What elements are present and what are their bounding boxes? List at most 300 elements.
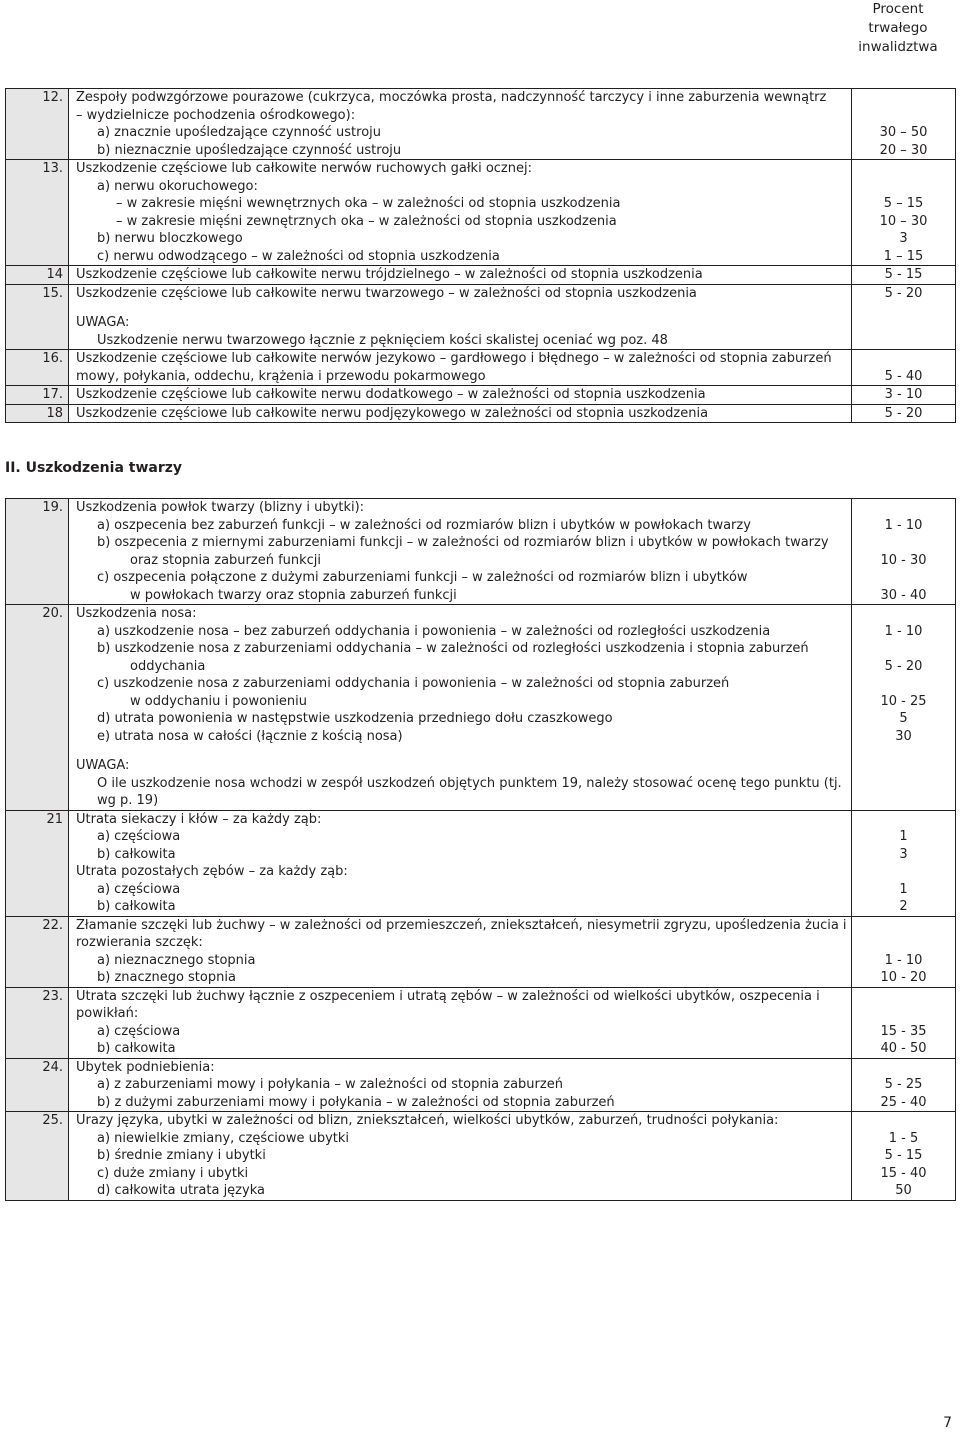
item-description [69,587,852,605]
item-number [6,1147,69,1165]
item-description [69,1094,852,1112]
table-row [6,640,956,658]
item-description [69,757,852,775]
item-description [69,693,852,711]
item-number [6,710,69,728]
disability-percent: 5 - 15 [852,1147,956,1165]
disability-percent: 50 [852,1182,956,1200]
disability-percent [852,314,956,332]
description-line: c) uszkodzenie nosa z zaburzeniami oddychania i powonienia – w zależności od stopnia zaburzeń [97,676,730,691]
disability-percent [852,89,956,107]
item-description [69,810,852,828]
item-number: 14 [6,266,69,285]
table-row [6,569,956,587]
disability-percent: 10 - 20 [852,969,956,987]
disability-percent: 1 - 10 [852,517,956,535]
item-number [6,623,69,641]
table-row [6,124,956,142]
section-title: II. Uszkodzenia twarzy [5,460,183,476]
table-row [6,534,956,552]
table-row [6,350,956,368]
table-row [6,248,956,266]
table-row [6,1058,956,1076]
table-row [6,745,956,757]
description-line: d) utrata powonienia w następstwie uszkodzenia przedniego dołu czaszkowego [97,711,613,726]
disability-percent [852,675,956,693]
item-description [69,792,852,810]
item-number [6,569,69,587]
table-row [6,969,956,987]
item-number [6,142,69,160]
item-description [69,124,852,142]
item-number [6,863,69,881]
description-line: a) nieznacznego stopnia [97,952,256,968]
item-number [6,248,69,266]
table-row [6,863,956,881]
disability-percent: 10 - 25 [852,693,956,711]
disability-percent: 5 - 40 [852,368,956,386]
disability-percent: 5 – 15 [852,195,956,213]
table-row [6,587,956,605]
table-row [6,792,956,810]
description-line: b) znacznego stopnia [97,970,236,985]
table-row [6,846,956,864]
table-row [6,302,956,314]
description-line: a) uszkodzenie nosa – bez zaburzeń oddychania i powonienia – w zależności od rozległości uszkodzenia [97,623,771,639]
table-row [6,284,956,302]
disability-percent: 30 - 40 [852,587,956,605]
disability-percent: 2 [852,898,956,916]
table-row [6,332,956,350]
item-description [69,368,852,386]
description-line: b) całkowita [97,899,176,914]
description-line: mowy, połykania, oddechu, krążenia i przewodu pokarmowego [76,368,486,384]
description-line: c) duże zmiany i ubytki [97,1165,249,1181]
table-row [6,230,956,248]
item-description [69,846,852,864]
description-line: oraz stopnia zaburzeń funkcji [130,552,322,568]
item-number [6,792,69,810]
item-number [6,1023,69,1041]
disability-percent: 1 - 5 [852,1130,956,1148]
item-number: 12. [6,89,69,107]
spacer [76,745,847,757]
item-description [69,863,852,881]
disability-percent: 5 - 15 [852,266,956,285]
item-description [69,302,852,314]
item-description [69,1165,852,1183]
table-row [6,552,956,570]
description-line: rozwierania szczęk: [76,935,203,950]
spacer [76,302,847,314]
table-row [6,1094,956,1112]
item-description [69,745,852,757]
description-line: b) nerwu bloczkowego [97,231,243,246]
disability-percent [852,499,956,517]
description-line: Uszkodzenia nosa: [76,606,197,621]
table-row [6,213,956,231]
description-line: w oddychaniu i powonieniu [130,693,307,709]
description-line: w powłokach twarzy oraz stopnia zaburzeń funkcji [130,587,457,603]
item-number: 16. [6,350,69,368]
description-line: a) znacznie upośledzające czynność ustroju [97,125,382,140]
table-row [6,314,956,332]
item-description [69,517,852,535]
description-line: Uszkodzenie częściowe lub całkowite nerwu podjęzykowego w zależności od stopnia uszkodzenia [76,405,709,421]
description-line: – w zakresie mięśni wewnętrznych oka – w zależności od stopnia uszkodzenia [116,196,621,211]
disability-percent [852,302,956,314]
disability-percent [852,605,956,623]
description-line: a) z zaburzeniami mowy i połykania – w zależności od stopnia zaburzeń [97,1077,563,1092]
description-line: c) nerwu odwodzącego – w zależności od stopnia uszkodzenia [97,248,500,264]
table-row [6,386,956,405]
item-description [69,1058,852,1076]
item-description [69,987,852,1005]
description-line: b) średnie zmiany i ubytki [97,1148,266,1163]
item-number: 20. [6,605,69,623]
table-row [6,404,956,423]
disability-percent [852,987,956,1005]
description-line: O ile uszkodzenie nosa wchodzi w zespół uszkodzeń objętych punktem 19, należy stosować ocenę tego punktu (tj. [97,775,842,791]
item-description [69,404,852,423]
item-description [69,1005,852,1023]
item-description [69,881,852,899]
description-line: a) częściowa [97,829,181,844]
disability-percent: 5 [852,710,956,728]
description-line: d) całkowita utrata języka [97,1183,265,1198]
item-number [6,302,69,314]
disability-percent [852,534,956,552]
disability-percent: 10 - 30 [852,552,956,570]
item-description [69,178,852,196]
disability-percent: 30 – 50 [852,124,956,142]
description-line: powikłań: [76,1006,139,1021]
header-line-3: inwalidztwa [858,39,938,55]
item-number: 25. [6,1112,69,1130]
item-description [69,1076,852,1094]
description-line: b) oszpecenia z miernymi zaburzeniami funkcji – w zależności od rozmiarów blizn i ubytków w powłokach twarzy [97,535,829,550]
table-row [6,710,956,728]
item-number [6,728,69,746]
disability-percent [852,934,956,952]
item-description [69,89,852,107]
description-line: UWAGA: [76,758,130,773]
description-line: Utrata szczęki lub żuchwy łącznie z oszpeceniem i utratą zębów – w zależności od wielkości ubytków, oszpecenia i [76,988,820,1004]
disability-percent: 3 [852,230,956,248]
table-row [6,1165,956,1183]
table-row [6,266,956,285]
item-description [69,569,852,587]
item-description [69,248,852,266]
item-number: 18 [6,404,69,423]
item-description [69,1147,852,1165]
table-row [6,1040,956,1058]
item-number: 22. [6,916,69,934]
table-row [6,605,956,623]
item-number [6,828,69,846]
item-description [69,332,852,350]
item-number [6,898,69,916]
item-number: 19. [6,499,69,517]
item-description [69,266,852,285]
description-line: wg p. 19) [97,793,159,808]
description-line: e) utrata nosa w całości (łącznie z kością nosa) [97,728,403,744]
item-description [69,195,852,213]
disability-percent [852,332,956,350]
disability-percent [852,350,956,368]
item-number [6,934,69,952]
item-description [69,728,852,746]
item-number [6,952,69,970]
item-number [6,230,69,248]
description-line: Zespoły podwzgórzowe pourazowe (cukrzyca, moczówka prosta, nadczynność tarczycy i inne zaburzenia wewnątrz [76,90,827,105]
item-description [69,142,852,160]
item-number [6,640,69,658]
item-description [69,1040,852,1058]
table-row [6,160,956,178]
header-line-1: Procent [872,1,924,17]
item-number [6,124,69,142]
table-row [6,952,956,970]
table-face-injuries [5,498,956,1201]
item-number [6,745,69,757]
description-line: Złamanie szczęki lub żuchwy – w zależności od przemieszczeń, zniekształceń, niesymetrii zgryzu, upośledzenia żucia i [76,917,847,933]
item-description [69,952,852,970]
description-line: a) niewielkie zmiany, częściowe ubytki [97,1130,350,1146]
description-line: Uszkodzenie częściowe lub całkowite nerwu dodatkowego – w zależności od stopnia uszkodzenia [76,387,706,402]
disability-percent: 1 [852,881,956,899]
item-number [6,178,69,196]
disability-percent: 1 – 15 [852,248,956,266]
description-line: Utrata siekaczy i kłów – za każdy ząb: [76,811,322,827]
item-number: 21 [6,810,69,828]
description-line: Utrata pozostałych zębów – za każdy ząb: [76,864,348,879]
description-line: a) oszpecenia bez zaburzeń funkcji – w zależności od rozmiarów blizn i ubytków w powłokach twarzy [97,517,751,533]
item-number [6,775,69,793]
item-description [69,350,852,368]
disability-percent [852,569,956,587]
description-line: b) całkowita [97,846,176,862]
description-line: UWAGA: [76,315,130,330]
disability-percent: 1 - 10 [852,623,956,641]
disability-percent: 5 - 25 [852,1076,956,1094]
table-row [6,934,956,952]
disability-percent [852,1005,956,1023]
table-row [6,810,956,828]
table-row [6,881,956,899]
item-number [6,1182,69,1200]
column-header [848,0,948,57]
page-number: 7 [943,1415,952,1431]
item-number: 17. [6,386,69,405]
item-description [69,828,852,846]
disability-percent: 25 - 40 [852,1094,956,1112]
description-line: a) częściowa [97,1023,181,1039]
description-line: Uszkodzenie częściowe lub całkowite nerwów jezykowo – gardłowego i błędnego – w zależności od stopnia zaburzeń [76,351,832,366]
table-row [6,368,956,386]
disability-percent [852,863,956,881]
item-description [69,775,852,793]
item-description [69,1130,852,1148]
description-line: b) uszkodzenie nosa z zaburzeniami oddychania – w zależności od rozległości uszkodzenia i stopnia zaburzeń [97,641,809,656]
table-row [6,1005,956,1023]
table-row [6,898,956,916]
item-number: 13. [6,160,69,178]
disability-percent [852,640,956,658]
item-description [69,160,852,178]
item-description [69,499,852,517]
item-description [69,1112,852,1130]
item-number [6,314,69,332]
description-line: c) oszpecenia połączone z dużymi zaburzeniami funkcji – w zależności od rozmiarów blizn i ubytków [97,570,748,585]
description-line: b) nieznacznie upośledzające czynność ustroju [97,142,402,158]
item-description [69,605,852,623]
item-description [69,552,852,570]
disability-percent: 5 - 20 [852,404,956,423]
disability-percent: 5 - 20 [852,284,956,302]
table-row [6,142,956,160]
table-neurological-injuries [5,88,956,423]
disability-percent: 40 - 50 [852,1040,956,1058]
disability-percent [852,745,956,757]
item-number [6,368,69,386]
disability-percent: 1 - 10 [852,952,956,970]
item-number [6,1005,69,1023]
description-line: Urazy języka, ubytki w zależności od blizn, zniekształceń, wielkości ubytków, zaburzeń, trudności połykania: [76,1113,779,1128]
disability-percent: 1 [852,828,956,846]
table-row [6,1112,956,1130]
header-line-2: trwałego [868,20,928,36]
item-description [69,640,852,658]
description-line: a) częściowa [97,881,181,897]
disability-percent: 3 [852,846,956,864]
table-row [6,499,956,517]
disability-percent [852,775,956,793]
description-line: Uszkodzenie częściowe lub całkowite nerwu trójdzielnego – w zależności od stopnia uszkodzenia [76,267,703,282]
description-line: Uszkodzenie częściowe lub całkowite nerwów ruchowych gałki ocznej: [76,161,532,176]
disability-percent: 10 – 30 [852,213,956,231]
disability-percent: 15 - 40 [852,1165,956,1183]
item-description [69,230,852,248]
item-description [69,1182,852,1200]
table-row [6,517,956,535]
item-number [6,1094,69,1112]
item-number [6,332,69,350]
table-row [6,89,956,107]
disability-percent [852,1058,956,1076]
table-row [6,1076,956,1094]
item-number [6,693,69,711]
description-line: Ubytek podniebienia: [76,1059,215,1075]
item-description [69,675,852,693]
item-description [69,107,852,125]
item-number [6,1130,69,1148]
item-number [6,675,69,693]
description-line: Uszkodzenie nerwu twarzowego łącznie z pęknięciem kości skalistej oceniać wg poz. 48 [97,332,668,348]
table-row [6,1147,956,1165]
disability-percent [852,1112,956,1130]
table-row [6,828,956,846]
item-description [69,386,852,405]
table-row [6,675,956,693]
disability-percent [852,757,956,775]
item-description [69,710,852,728]
table-row [6,775,956,793]
table-row [6,916,956,934]
table-row [6,1130,956,1148]
item-number: 15. [6,284,69,302]
item-description [69,623,852,641]
disability-percent: 20 – 30 [852,142,956,160]
table-row [6,693,956,711]
item-description [69,314,852,332]
item-number [6,969,69,987]
table-row [6,107,956,125]
disability-percent [852,916,956,934]
description-line: a) nerwu okoruchowego: [97,178,258,194]
item-number [6,1040,69,1058]
item-number [6,534,69,552]
description-line: Uszkodzenie częściowe lub całkowite nerwu twarzowego – w zależności od stopnia uszkodzenia [76,285,697,301]
description-line: b) z dużymi zaburzeniami mowy i połykania – w zależności od stopnia zaburzeń [97,1094,615,1110]
table-row [6,178,956,196]
disability-percent [852,160,956,178]
description-line: – w zakresie mięśni zewnętrznych oka – w zależności od stopnia uszkodzenia [116,213,617,229]
item-number [6,846,69,864]
table-row [6,658,956,676]
item-number [6,587,69,605]
item-number [6,195,69,213]
item-description [69,934,852,952]
item-number: 24. [6,1058,69,1076]
disability-percent: 5 - 20 [852,658,956,676]
disability-percent [852,178,956,196]
item-number [6,881,69,899]
item-description [69,284,852,302]
item-number [6,517,69,535]
item-description [69,658,852,676]
description-line: oddychania [130,658,206,674]
description-line: – wydzielnicze pochodzenia ośrodkowego): [76,107,356,123]
table-row [6,757,956,775]
item-description [69,916,852,934]
description-line: Uszkodzenia powłok twarzy (blizny i ubytki): [76,500,365,515]
table-row [6,623,956,641]
item-number [6,658,69,676]
table-row [6,728,956,746]
table-row [6,1182,956,1200]
item-description [69,969,852,987]
disability-percent: 3 - 10 [852,386,956,405]
table-row [6,195,956,213]
item-number [6,552,69,570]
disability-percent [852,107,956,125]
item-description [69,898,852,916]
item-number [6,757,69,775]
item-number [6,107,69,125]
item-description [69,1023,852,1041]
description-line: b) całkowita [97,1041,176,1056]
disability-percent: 30 [852,728,956,746]
item-description [69,534,852,552]
item-description [69,213,852,231]
item-number: 23. [6,987,69,1005]
item-number [6,213,69,231]
item-number [6,1076,69,1094]
table-row [6,1023,956,1041]
item-number [6,1165,69,1183]
disability-percent: 15 - 35 [852,1023,956,1041]
